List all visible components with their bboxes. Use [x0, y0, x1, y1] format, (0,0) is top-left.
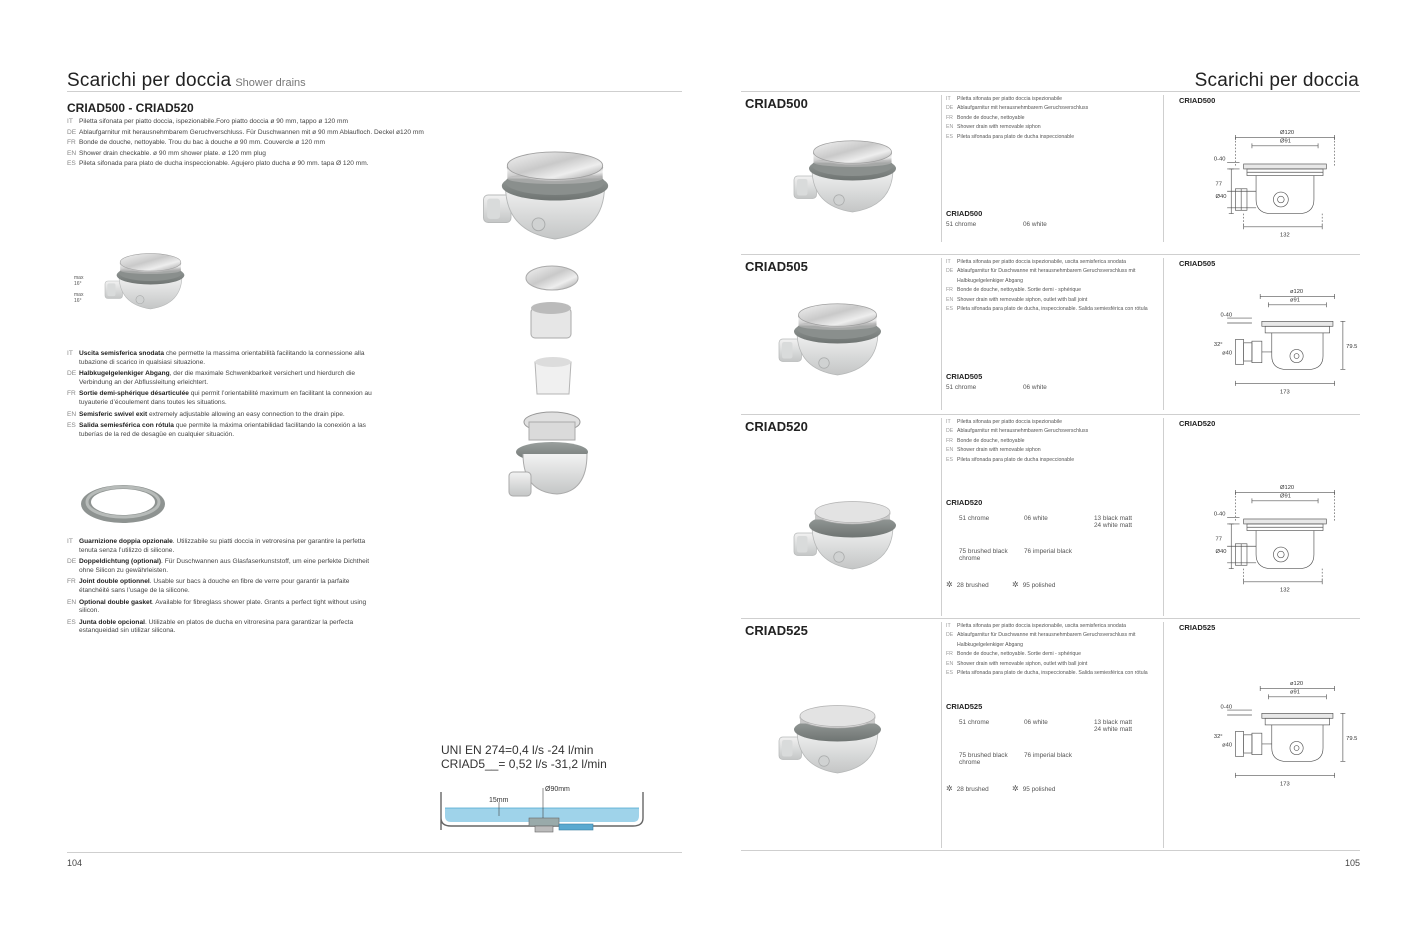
drawing-label: CRIAD500 — [1179, 96, 1216, 105]
product-separator — [741, 618, 1360, 619]
feature-body: . Usable sur bacs à douche en fibre de verre pour garantir la parfaite étanchéité sans l’usage de la silicone. — [79, 578, 350, 594]
dimension-label: ø120 — [1289, 289, 1304, 296]
description-line — [67, 117, 424, 128]
dimension-label: 77 — [1215, 181, 1222, 188]
feature-item — [67, 390, 373, 407]
feature-item — [67, 619, 373, 636]
lang-code: ES — [946, 133, 953, 140]
dimension-label: 132 — [1280, 232, 1290, 239]
special-finish — [1012, 580, 1055, 589]
lang-code: DE — [946, 105, 954, 112]
description-line — [67, 128, 424, 139]
description-text: Shower drain with removable siphon — [957, 124, 1041, 131]
description-line — [946, 95, 1158, 104]
lang-code: ES — [946, 456, 953, 463]
lang-code: EN — [67, 410, 77, 418]
technical-drawing — [1210, 280, 1360, 404]
lang-code: FR — [946, 651, 953, 658]
finish-option: 13 black matt 24 white matt — [1094, 515, 1133, 529]
drain-product-image — [470, 140, 640, 250]
flow-line-product: CRIAD5__= 0,52 l/s -31,2 l/min — [441, 757, 607, 771]
lang-code: IT — [946, 419, 951, 425]
feature-item — [67, 422, 373, 439]
feature-text — [79, 370, 373, 387]
description-text: Pileta sifonada para plato de ducha inspeccionable — [957, 133, 1075, 140]
description-text: Piletta sifonata per piatto doccia ispezionabile — [957, 96, 1062, 102]
feature-text — [79, 350, 373, 367]
angle-label: 16° — [74, 281, 82, 287]
finish-option: 76 imperial black — [1024, 548, 1072, 555]
feature-body: che permette la massima orientabilità facilitando la connessione alla tubazione di scarico in qualsiasi situazione. — [79, 350, 365, 366]
title-rule-right — [741, 91, 1360, 92]
page-title-text: Scarichi per doccia — [67, 70, 232, 91]
description-text: Ablaufgarnitur mit herausnehmbarem Geruchverschluss. Für Duschwannen mit ø 90 mm Ablaufloch. Deckel ø120 mm — [79, 128, 424, 136]
feature-text — [79, 538, 373, 555]
page-number-left: 104 — [67, 858, 83, 868]
feature-item — [67, 411, 373, 420]
feature-body: , der die maximale Schwenkbarkeit versichert und hierdurch die Verbindung an der Abflussleitung erleichtert. — [79, 370, 356, 386]
feature-body: extremely adjustable allowing an easy connection to the drain pipe. — [147, 410, 345, 418]
gasket-image — [78, 482, 168, 526]
description-text: Pileta sifonada para plato de ducha inspeccionable — [957, 456, 1075, 463]
finish-option: 13 black matt 24 white matt — [1094, 719, 1133, 733]
special-finish-label: 95 polished — [1022, 786, 1056, 793]
description-line — [946, 446, 1158, 455]
dimension-label: ø40 — [1222, 350, 1233, 357]
feature-item — [67, 370, 373, 387]
lang-code: EN — [946, 124, 954, 131]
lang-code: DE — [946, 632, 954, 639]
column-divider — [941, 418, 942, 616]
depth-label: 15mm — [489, 797, 509, 804]
drawing-label: CRIAD520 — [1179, 419, 1216, 428]
description-line — [946, 258, 1158, 267]
page-number-right: 105 — [1345, 858, 1361, 868]
gear-icon: ✲ — [946, 784, 953, 793]
column-divider — [1163, 418, 1164, 616]
feature-text — [79, 422, 373, 439]
gear-icon: ✲ — [946, 580, 953, 589]
product-code: CRIAD520 — [745, 419, 808, 434]
column-divider — [941, 622, 942, 848]
flow-rate-block — [441, 743, 607, 771]
product-image — [775, 692, 900, 782]
column-divider — [1163, 258, 1164, 410]
description-text: Bonde de douche, nettoyable. Sortie demi - sphérique — [957, 651, 1082, 658]
product-separator — [741, 414, 1360, 415]
finish-option: 06 white — [1023, 221, 1047, 228]
lang-code: ES — [67, 618, 76, 626]
description-line — [946, 123, 1158, 132]
feature-title: Salida semiesférica con rótula — [79, 422, 174, 430]
special-finish — [1012, 784, 1055, 793]
technical-drawing — [1210, 672, 1360, 796]
finish-option: 75 brushed black chrome — [959, 752, 1008, 766]
feature-exit-list — [67, 350, 373, 442]
feature-body: . Utilizzabile su piatti doccia in vetroresina per garantire la perfetta tenuta senza l’utilizzo di silicone. — [79, 538, 366, 554]
lang-code: FR — [67, 139, 76, 146]
feature-item — [67, 350, 373, 367]
product-code: CRIAD500 — [745, 96, 808, 111]
dimension-label: Ø40 — [1215, 193, 1227, 200]
lang-code: DE — [946, 428, 954, 435]
lang-code: EN — [67, 598, 77, 606]
technical-drawing — [1210, 121, 1360, 245]
description-line — [946, 133, 1158, 142]
feature-body: que permite la máxima orientabilidad facilitando la conexión a las tuberías de la red de desagüe en cualquier situación. — [79, 422, 366, 438]
feature-body: . Available for fibreglass shower plate. Grants a perfect tight without using silicon. — [79, 598, 367, 615]
lang-code: IT — [67, 538, 73, 545]
column-divider — [1163, 95, 1164, 242]
feature-title: Doppeldichtung (optional) — [79, 558, 162, 566]
page-title-right: Scarichi per doccia — [1194, 70, 1359, 91]
description-line — [946, 427, 1158, 436]
product-descriptions — [946, 258, 1158, 314]
feature-item — [67, 538, 373, 555]
feature-gasket-list — [67, 538, 373, 639]
description-line — [946, 622, 1158, 631]
dimension-label: Ø120 — [1280, 130, 1295, 137]
section-heading: CRIAD500 - CRIAD520 — [67, 101, 194, 115]
lang-code: IT — [946, 96, 951, 102]
description-line — [946, 104, 1158, 113]
description-text: Piletta sifonata per piatto doccia ispezionabile, uscita semisferica snodata — [957, 623, 1126, 629]
dimension-label: 0-40 — [1220, 704, 1233, 711]
description-line — [67, 149, 424, 160]
feature-body: . Utilizable en platos de ducha en vitroresina para garantizar la perfecta estanqueidad sin utilizar silicona. — [79, 618, 354, 635]
lang-code: ES — [946, 670, 953, 677]
lang-code: FR — [946, 287, 953, 294]
dimension-label: 79.5 — [1346, 735, 1358, 742]
feature-text — [79, 599, 373, 616]
description-line — [946, 305, 1158, 314]
angle-label: max — [74, 292, 84, 298]
description-block — [67, 117, 424, 170]
dimension-label: 173 — [1280, 389, 1290, 396]
feature-title: Uscita semisferica snodata — [79, 350, 165, 357]
column-divider — [1163, 622, 1164, 848]
description-text: Shower drain with removable siphon — [957, 447, 1041, 454]
dimension-label: ø40 — [1222, 742, 1233, 749]
description-line — [946, 296, 1158, 305]
dimension-label: 0-40 — [1220, 312, 1233, 319]
feature-text — [79, 619, 373, 636]
description-line — [67, 138, 424, 149]
exploded-parts-image — [505, 262, 595, 512]
page-title-left — [67, 70, 306, 92]
dimension-label: Ø40 — [1215, 548, 1227, 555]
lang-code: EN — [67, 149, 77, 157]
description-text: Piletta sifonata per piatto doccia ispezionabile — [957, 419, 1062, 425]
lang-code: EN — [946, 660, 954, 667]
product-descriptions — [946, 418, 1158, 465]
finish-option: 51 chrome — [946, 221, 977, 228]
drawing-label: CRIAD525 — [1179, 623, 1216, 632]
dimension-label: 32° — [1213, 734, 1223, 741]
finish-option: 51 chrome — [959, 719, 990, 726]
description-text: Ablaufgarnitur für Duschwanne mit herausnehmbarem Geruchsverschluss mit Halbkugelgelenkiger Abgang — [957, 268, 1136, 284]
flow-line-standard: UNI EN 274=0,4 l/s -24 l/min — [441, 743, 594, 757]
column-divider — [941, 258, 942, 410]
lang-code: IT — [946, 623, 951, 629]
description-line — [946, 456, 1158, 465]
product-separator — [741, 254, 1360, 255]
angle-label: max — [74, 275, 84, 281]
lang-code: DE — [946, 268, 954, 275]
description-line — [946, 650, 1158, 659]
description-line — [946, 660, 1158, 669]
description-line — [946, 267, 1158, 286]
lang-code: EN — [946, 447, 954, 454]
dimension-label: 0-40 — [1213, 156, 1226, 163]
feature-title: Guarnizione doppia opzionale — [79, 538, 173, 545]
drawing-label: CRIAD505 — [1179, 259, 1216, 268]
description-text: Ablaufgarnitur mit herausnehmbarem Geruchsverschluss — [957, 428, 1089, 435]
special-finish — [946, 784, 989, 793]
product-image — [775, 294, 900, 384]
description-text: Pileta sifonada para plato de ducha inspeccionable. Agujero plato ducha ø 90 mm. tapa Ø 120 mm. — [79, 160, 369, 167]
product-code: CRIAD505 — [745, 259, 808, 274]
dimension-label: ø120 — [1289, 681, 1304, 688]
feature-text — [79, 558, 373, 575]
finish-option: 51 chrome — [959, 515, 990, 522]
dimension-label: 173 — [1280, 781, 1290, 788]
finish-code: CRIAD525 — [946, 702, 983, 711]
finish-code: CRIAD505 — [946, 372, 983, 381]
feature-text — [79, 411, 345, 420]
finish-code: CRIAD520 — [946, 498, 983, 507]
finish-option: 76 imperial black — [1024, 752, 1072, 759]
description-text: Shower drain checkable. ø 90 mm shower plate. ø 120 mm plug — [79, 149, 266, 157]
finish-option: 06 white — [1023, 384, 1047, 391]
product-image — [790, 131, 915, 221]
technical-drawing — [1210, 476, 1360, 600]
description-line — [946, 437, 1158, 446]
lang-code: DE — [67, 128, 77, 136]
lang-code: ES — [67, 422, 76, 430]
description-line — [946, 418, 1158, 427]
finish-option: 51 chrome — [946, 384, 977, 391]
hole-label: Ø90mm — [545, 786, 570, 793]
description-line — [946, 114, 1158, 123]
lang-code: IT — [67, 118, 73, 125]
feature-title: Joint double optionnel — [79, 578, 150, 586]
dimension-label: 0-40 — [1213, 511, 1226, 518]
description-line — [946, 286, 1158, 295]
page-subtitle: Shower drains — [235, 77, 306, 89]
feature-title: Halbkugelgelenkiger Abgang — [79, 370, 170, 378]
description-text: Bonde de douche, nettoyable — [957, 114, 1025, 121]
description-text: Ablaufgarnitur für Duschwanne mit herausnehmbarem Geruchsverschluss mit Halbkugelgelenkiger Abgang — [957, 632, 1136, 648]
description-text: Pileta sifonada para plato de ducha, inspeccionable. Salida semiesférica con rótula — [957, 306, 1148, 313]
description-line — [67, 159, 424, 170]
lang-code: FR — [946, 437, 953, 444]
feature-text — [79, 390, 373, 407]
dimension-label: Ø120 — [1280, 485, 1295, 492]
description-text: Shower drain with removable siphon, outlet with ball joint — [957, 296, 1088, 303]
lang-code: FR — [67, 390, 76, 398]
lang-code: ES — [67, 160, 76, 167]
finish-option: 75 brushed black chrome — [959, 548, 1008, 562]
dimension-label: Ø91 — [1280, 138, 1291, 145]
lang-code: DE — [67, 370, 77, 378]
lang-code: IT — [67, 350, 73, 357]
description-text: Bonde de douche, nettoyable. Trou du bac à douche ø 90 mm. Couvercle ø 120 mm — [79, 139, 325, 146]
dimension-label: 77 — [1215, 536, 1222, 543]
product-code: CRIAD525 — [745, 623, 808, 638]
gear-icon: ✲ — [1012, 580, 1019, 589]
dimension-label: 132 — [1280, 587, 1290, 594]
product-descriptions — [946, 95, 1158, 142]
gear-icon: ✲ — [1012, 784, 1019, 793]
description-text: Shower drain with removable siphon, outlet with ball joint — [957, 660, 1088, 667]
column-divider — [941, 95, 942, 242]
feature-item — [67, 599, 373, 616]
feature-item — [67, 578, 373, 595]
title-rule — [67, 91, 682, 92]
feature-title: Optional double gasket — [79, 598, 152, 606]
special-finish-label: 28 brushed — [956, 786, 989, 793]
angle-label: 16° — [74, 298, 82, 304]
feature-title: Semisferic swivel exit — [79, 410, 148, 418]
lang-code: DE — [67, 558, 77, 566]
description-text: Ablaufgarnitur mit herausnehmbarem Geruchsverschluss — [957, 105, 1089, 112]
description-text: Bonde de douche, nettoyable. Sortie demi - sphérique — [957, 287, 1082, 294]
swivel-angle-labels — [74, 275, 83, 304]
finish-option: 06 white — [1024, 719, 1048, 726]
description-text: Pileta sifonada para plato de ducha, inspeccionable. Salida semiesférica con rótula — [957, 670, 1148, 677]
lang-code: ES — [946, 306, 953, 313]
footer-rule-left — [67, 852, 682, 853]
footer-rule-right — [741, 850, 1360, 851]
lang-code: FR — [946, 114, 953, 121]
finish-code: CRIAD500 — [946, 209, 983, 218]
dimension-label: 79.5 — [1346, 343, 1358, 350]
feature-body: qui permit l’orientabilité maximum en facilitant la connexion au tuyauterie d’écoulement dans toutes les situations. — [79, 390, 372, 406]
description-text: Piletta sifonata per piatto doccia ispezionabile, uscita semisferica snodata — [957, 259, 1126, 265]
dimension-label: 32° — [1213, 342, 1223, 349]
installation-diagram — [437, 782, 647, 838]
feature-title: Sortie demi-sphérique désarticulée — [79, 390, 189, 398]
product-descriptions — [946, 622, 1158, 678]
swivel-drain-image — [88, 246, 213, 316]
special-finish-label: 95 polished — [1022, 582, 1056, 589]
lang-code: IT — [946, 259, 951, 265]
dimension-label: Ø91 — [1280, 493, 1291, 500]
finish-option: 06 white — [1024, 515, 1048, 522]
feature-text — [79, 578, 373, 595]
special-finish-label: 28 brushed — [956, 582, 989, 589]
feature-body: . Für Duschwannen aus Glasfaserkunststoff, um eine perfekte Dichtheit ohne Silicon zu gewährleisten. — [79, 558, 370, 574]
lang-code: FR — [67, 578, 76, 586]
product-image — [790, 488, 915, 578]
dimension-label: ø91 — [1289, 297, 1300, 304]
description-line — [946, 631, 1158, 650]
description-line — [946, 669, 1158, 678]
special-finish — [946, 580, 989, 589]
description-text: Bonde de douche, nettoyable — [957, 437, 1025, 444]
feature-item — [67, 558, 373, 575]
feature-title: Junta doble opcional — [79, 618, 145, 626]
lang-code: EN — [946, 296, 954, 303]
description-text: Piletta sifonata per piatto doccia, ispezionabile.Foro piatto doccia ø 90 mm, tappo ø 120 mm — [79, 118, 349, 125]
dimension-label: ø91 — [1289, 689, 1300, 696]
